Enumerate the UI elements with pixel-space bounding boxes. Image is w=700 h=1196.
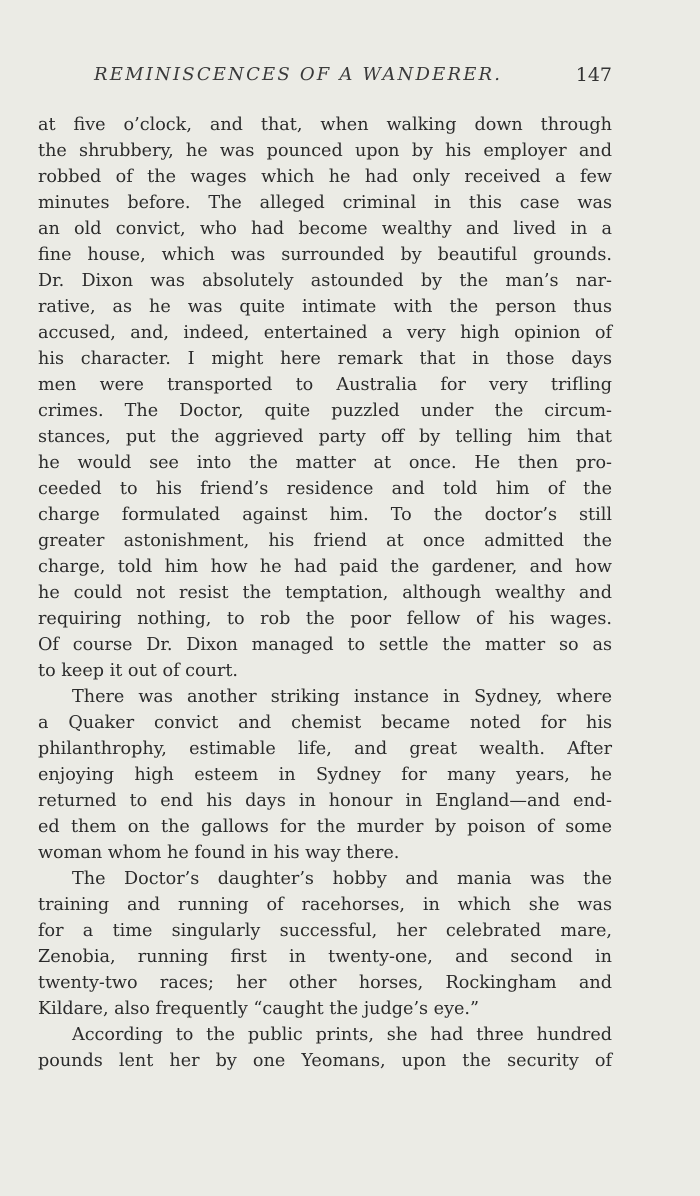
running-title: REMINISCENCES OF A WANDERER. <box>94 64 503 85</box>
text-line: According to the public prints, she had three hundred <box>72 1025 612 1045</box>
text-line: he would see into the matter at once. He then pro- <box>38 453 612 473</box>
text-line: rative, as he was quite intimate with the person thus <box>38 297 612 317</box>
text-line: Of course Dr. Dixon managed to settle the matter so as <box>38 635 612 655</box>
body-text <box>38 112 612 1074</box>
text-line: Zenobia, running first in twenty-one, and second in <box>38 947 612 967</box>
text-line: an old convict, who had become wealthy and lived in a <box>38 219 612 239</box>
text-line: the shrubbery, he was pounced upon by his employer and <box>38 141 612 161</box>
text-line: for a time singularly successful, her celebrated mare, <box>38 921 612 941</box>
text-line: his character. I might here remark that in those days <box>38 349 612 369</box>
text-line: Kildare, also frequently “caught the judge’s eye.” <box>38 999 480 1019</box>
text-line: philanthrophy, estimable life, and great wealth. After <box>38 739 612 759</box>
text-line: men were transported to Australia for very trifling <box>38 375 612 395</box>
text-line: returned to end his days in honour in England—and end- <box>38 791 612 811</box>
page-number: 147 <box>575 64 612 86</box>
text-line: charge formulated against him. To the doctor’s still <box>38 505 612 525</box>
text-line: stances, put the aggrieved party off by telling him that <box>38 427 612 447</box>
text-line: robbed of the wages which he had only received a few <box>38 167 612 187</box>
text-line: a Quaker convict and chemist became noted for his <box>38 713 612 733</box>
text-line: to keep it out of court. <box>38 661 239 681</box>
text-line: ed them on the gallows for the murder by poison of some <box>38 817 612 837</box>
text-line: pounds lent her by one Yeomans, upon the security of <box>38 1051 612 1071</box>
text-line: he could not resist the temptation, although wealthy and <box>38 583 612 603</box>
text-line: charge, told him how he had paid the gardener, and how <box>38 557 612 577</box>
text-line: The Doctor’s daughter’s hobby and mania was the <box>72 869 612 889</box>
text-line: There was another striking instance in Sydney, where <box>72 687 612 707</box>
text-line: training and running of racehorses, in which she was <box>38 895 612 915</box>
text-line: at five o’clock, and that, when walking down through <box>38 115 612 135</box>
running-head <box>38 64 612 94</box>
text-line: minutes before. The alleged criminal in this case was <box>38 193 612 213</box>
text-line: woman whom he found in his way there. <box>38 843 400 863</box>
text-line: crimes. The Doctor, quite puzzled under the circum- <box>38 401 612 421</box>
text-line: enjoying high esteem in Sydney for many years, he <box>38 765 612 785</box>
text-line: greater astonishment, his friend at once admitted the <box>38 531 612 551</box>
text-line: fine house, which was surrounded by beautiful grounds. <box>38 245 612 265</box>
text-line: accused, and, indeed, entertained a very high opinion of <box>38 323 612 343</box>
text-line: twenty-two races; her other horses, Rockingham and <box>38 973 612 993</box>
text-line: ceeded to his friend’s residence and told him of the <box>38 479 612 499</box>
text-line: requiring nothing, to rob the poor fellow of his wages. <box>38 609 612 629</box>
text-line: Dr. Dixon was absolutely astounded by the man’s nar- <box>38 271 612 291</box>
